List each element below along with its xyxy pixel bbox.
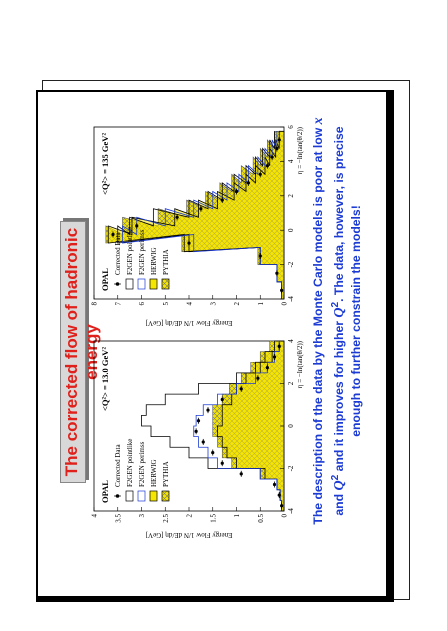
- data-point: [235, 190, 238, 193]
- data-point: [259, 254, 262, 257]
- rotated-slide-content: [42, 81, 386, 561]
- slide-title: The corrected flow of hadronic energy: [62, 227, 101, 477]
- legend-label: F2GEN perimss: [138, 229, 146, 275]
- data-point: [197, 419, 200, 422]
- energy-flow-plot-high-q2: [91, 125, 305, 327]
- data-point: [221, 462, 224, 465]
- x-tick-label: 0: [287, 228, 295, 232]
- y-tick-label: 7: [114, 302, 123, 306]
- data-point: [221, 398, 224, 401]
- data-point: [278, 138, 281, 141]
- slide-frame: [36, 90, 394, 602]
- legend-label: Corrected Data: [114, 232, 122, 275]
- y-tick-label: 6: [138, 302, 146, 306]
- y-tick-label: 0: [280, 302, 289, 306]
- legend-swatch: [138, 491, 145, 501]
- y-tick-label: 4: [90, 514, 99, 518]
- y-tick-label: 2: [233, 302, 241, 306]
- legend-swatch: [162, 491, 169, 501]
- x-tick-label: -4: [287, 296, 295, 302]
- x-tick-label: 4: [287, 159, 295, 164]
- data-point: [221, 199, 224, 202]
- data-point: [273, 355, 276, 358]
- y-tick-label: 1: [256, 302, 265, 306]
- legend-label: PYTHIA: [162, 461, 170, 487]
- legend-label: F2GEN pointlike: [126, 226, 134, 275]
- data-point: [266, 366, 269, 369]
- data-point: [211, 451, 214, 454]
- data-point: [176, 216, 179, 219]
- caption-line1: The description of the data by the Monte Carlo models is poor at low x: [311, 117, 326, 525]
- data-point: [199, 207, 202, 210]
- data-point: [202, 440, 205, 443]
- data-point: [280, 289, 283, 292]
- data-point: [240, 472, 243, 475]
- y-tick-label: 2.5: [161, 514, 170, 523]
- x-tick-label: 4: [287, 339, 295, 343]
- y-tick-label: 1: [233, 514, 241, 518]
- legend-swatch: [126, 491, 133, 501]
- q2-label: <Q²> = 13.0 GeV²: [100, 347, 110, 412]
- y-tick-label: 3.5: [114, 514, 123, 523]
- legend-label: Corrected Data: [114, 444, 122, 487]
- legend-swatch: [162, 279, 169, 289]
- data-point: [240, 387, 243, 390]
- q2-label: <Q²> = 135 GeV²: [100, 133, 110, 195]
- legend-label: F2GEN perimss: [138, 441, 146, 487]
- legend-label: F2GEN pointlike: [126, 438, 134, 487]
- data-point: [259, 173, 262, 176]
- caption-line3: enough to further constrain the models!: [349, 205, 364, 437]
- y-tick-label: 3: [138, 514, 146, 518]
- data-point: [266, 164, 269, 167]
- data-point: [247, 181, 250, 184]
- data-point: [280, 504, 283, 507]
- y-tick-label: 4: [185, 302, 194, 306]
- y-tick-label: 0: [280, 514, 289, 518]
- y-tick-label: 8: [90, 302, 99, 306]
- legend-label: HERWIG: [150, 247, 158, 275]
- legend-swatch: [126, 279, 133, 289]
- y-tick-label: 2: [185, 514, 194, 518]
- data-point: [275, 147, 278, 150]
- y-tick-label: 0.5: [256, 514, 265, 523]
- data-point: [278, 493, 281, 496]
- legend-swatch: [138, 279, 145, 289]
- legend-swatch: [150, 279, 157, 289]
- y-tick-label: 5: [161, 302, 170, 306]
- experiment-label: OPAL: [100, 268, 110, 291]
- x-tick-label: 2: [287, 381, 295, 386]
- caption-line2: and $Q^2$ and it improves for higher $Q^2$. The data, however, is precise: [330, 126, 348, 516]
- data-point: [206, 408, 209, 411]
- experiment-label: OPAL: [100, 480, 110, 503]
- data-point: [256, 377, 259, 380]
- x-tick-label: 0: [287, 424, 295, 428]
- legend-label: PYTHIA: [162, 249, 170, 275]
- legend-label: HERWIG: [150, 459, 158, 487]
- x-tick-label: -4: [287, 508, 295, 514]
- x-axis-label: η = −ln(tan(θ/2)): [296, 127, 304, 175]
- data-point: [275, 272, 278, 275]
- y-axis-label: Energy Flow 1/N dE/dη [GeV]: [145, 531, 233, 539]
- data-point: [278, 345, 281, 348]
- slide-caption: [310, 101, 365, 541]
- data-point: [271, 156, 274, 159]
- x-tick-label: 6: [287, 125, 295, 129]
- y-axis-label: Energy Flow 1/N dE/dη [GeV]: [145, 319, 233, 327]
- data-point: [187, 242, 190, 245]
- data-point: [195, 430, 198, 433]
- y-tick-label: 3: [209, 302, 218, 306]
- x-axis-label: η = −ln(tan(θ/2)): [296, 341, 304, 389]
- energy-flow-plot-low-q2: [91, 339, 305, 539]
- x-tick-label: -2: [287, 465, 295, 472]
- x-tick-label: -2: [287, 261, 295, 268]
- y-tick-label: 1.5: [209, 514, 218, 523]
- x-tick-label: 2: [287, 194, 295, 198]
- data-point: [135, 224, 138, 227]
- data-point: [273, 483, 276, 486]
- legend-swatch: [150, 491, 157, 501]
